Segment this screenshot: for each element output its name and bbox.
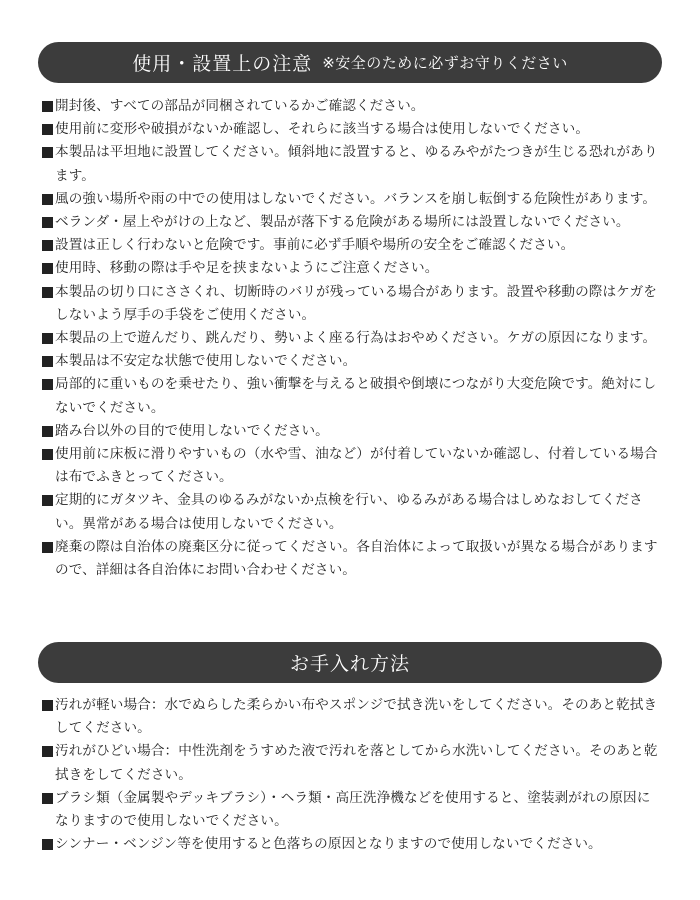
square-bullet-icon [42,263,53,274]
caution-item [42,420,660,443]
care-item-text: シンナー・ベンジン等を使用すると色落ちの原因となりますので使用しないでください。 [55,836,602,853]
caution-item-text: 踏み台以外の目的で使用しないでください。 [55,422,329,439]
care-section-title: お手入れ方法 [289,653,410,675]
square-bullet-icon [42,839,53,850]
caution-item-text: ベランダ・屋上やがけの上など、製品が落下する危険がある場所には設置しないでください。 [55,214,630,231]
caution-section-header [38,42,662,83]
square-bullet-icon [42,147,53,158]
square-bullet-icon [42,240,53,251]
care-item-text: 汚れが軽い場合：水でぬらした柔らかい布やスポンジで拭き洗いをしてください。そのあと乾拭きしてください。 [55,697,658,737]
caution-item [42,536,660,582]
square-bullet-icon [42,194,53,205]
care-item [42,694,660,740]
square-bullet-icon [42,426,53,437]
caution-item-text: 風の強い場所や雨の中での使用はしないでください。バランスを崩し転倒する危険性があります。 [55,190,657,207]
square-bullet-icon [42,449,53,460]
caution-item [42,95,660,118]
caution-item [42,257,660,280]
care-item [42,740,660,786]
care-section-header [38,642,662,683]
caution-item-text: 本製品の上で遊んだり、跳んだり、勢いよく座る行為はおやめください。ケガの原因になります。 [55,330,657,347]
square-bullet-icon [42,287,53,298]
square-bullet-icon [42,124,53,135]
caution-item-text: 本製品は平坦地に設置してください。傾斜地に設置すると、ゆるみやがたつきが生じる恐れがあります。 [55,144,658,184]
square-bullet-icon [42,700,53,711]
caution-item-text: 局部的に重いものを乗せたり、強い衝撃を与えると破損や倒壊につながり大変危険です。絶対にしないでください。 [55,376,657,416]
caution-item [42,373,660,419]
care-item-text: ブラシ類（金属製やデッキブラシ）・ヘラ類・高圧洗浄機などを使用すると、塗装剥がれの原因になりますので使用しないでください。 [55,789,651,830]
caution-item [42,211,660,234]
square-bullet-icon [42,356,53,367]
caution-item [42,118,660,141]
care-item-text: 汚れがひどい場合：中性洗剤をうすめた液で汚れを落としてから水洗いしてください。そのあと乾拭きをしてください。 [55,743,658,783]
caution-item-text: 開封後、すべての部品が同梱されているかご確認ください。 [55,98,425,114]
caution-item [42,489,660,535]
caution-item-text: 廃棄の際は自治体の廃棄区分に従ってください。各自治体によって取扱いが異なる場合がありますので、詳細は各自治体にお問い合わせください。 [55,538,658,579]
caution-item-text: 使用前に床板に滑りやすいもの（水や雪、油など）が付着していないか確認し、付着している場合は布でふきとってください。 [55,446,658,486]
caution-item [42,327,660,350]
care-list [42,694,660,856]
caution-section-title: 使用・設置上の注意 [132,53,313,75]
square-bullet-icon [42,495,53,506]
square-bullet-icon [42,793,53,804]
caution-item-text: 本製品の切り口にささくれ、切断時のバリが残っている場合があります。設置や移動の際はケガをしないよう厚手の手袋をご使用ください。 [55,283,657,323]
square-bullet-icon [42,101,53,112]
caution-item [42,281,660,327]
square-bullet-icon [42,217,53,228]
caution-item [42,141,660,187]
care-item [42,787,660,833]
square-bullet-icon [42,746,53,757]
square-bullet-icon [42,379,53,390]
square-bullet-icon [42,333,53,344]
caution-item-text: 本製品は不安定な状態で使用しないでください。 [55,353,357,370]
square-bullet-icon [42,542,53,553]
caution-item [42,234,660,257]
caution-item-text: 使用時、移動の際は手や足を挟まないようにご注意ください。 [55,260,439,277]
care-item [42,833,660,856]
caution-item [42,350,660,373]
caution-list [42,95,660,582]
caution-item [42,443,660,489]
caution-item-text: 設置は正しく行わないと危険です。事前に必ず手順や場所の安全をご確認ください。 [55,237,575,254]
caution-item-text: 使用前に変形や破損がないか確認し、それらに該当する場合は使用しないでください。 [55,121,590,138]
caution-item-text: 定期的にガタツキ、金具のゆるみがないか点検を行い、ゆるみがある場合はしめなおしてください。異常がある場合は使用しないでください。 [55,492,643,532]
caution-item [42,188,660,211]
caution-section-subtitle: ※安全のために必ずお守りください [322,54,568,72]
